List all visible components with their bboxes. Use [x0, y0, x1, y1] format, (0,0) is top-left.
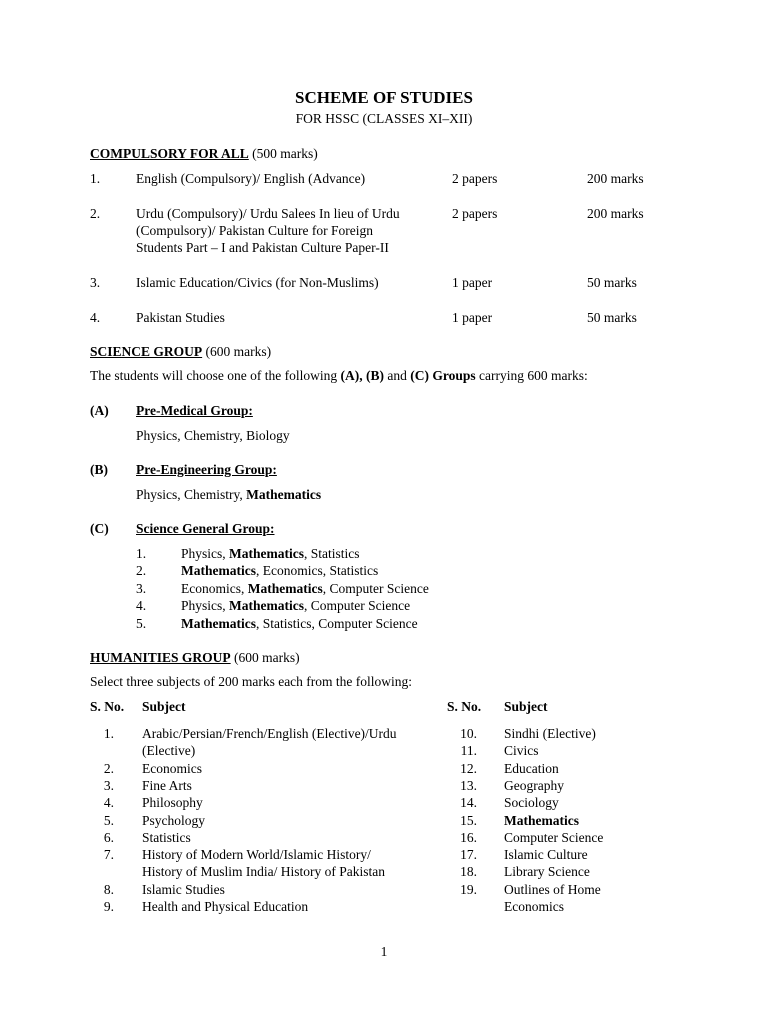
column-header-subject: Subject	[142, 699, 186, 714]
list-bold: Mathematics	[229, 598, 304, 613]
list-item	[136, 545, 360, 562]
row-number: 2.	[103, 760, 114, 776]
list-item	[136, 562, 378, 579]
row-subject: Islamic Studies	[142, 881, 225, 897]
item-number: 4.	[90, 310, 101, 325]
row-number: 6.	[103, 829, 114, 845]
science-intro	[90, 367, 588, 384]
group-title-c: Science General Group:	[136, 521, 275, 536]
group-subjects-a: Physics, Chemistry, Biology	[136, 428, 290, 443]
group-label-a: (A)	[90, 403, 109, 418]
row-number: 19.	[460, 881, 477, 897]
humanities-marks: (600 marks)	[230, 650, 300, 665]
item-subject-line3: Students Part – I and Pakistan Culture Paper-II	[136, 240, 389, 255]
humanities-section-heading	[90, 649, 300, 666]
humanities-intro: Select three subjects of 200 marks each from the following:	[90, 674, 413, 689]
compulsory-section-heading	[90, 145, 318, 162]
compulsory-heading: COMPULSORY FOR ALL	[90, 146, 249, 161]
row-number: 9.	[103, 899, 114, 914]
row-subject: Library Science	[504, 864, 590, 880]
row-number: 18.	[460, 864, 477, 880]
row-subject: (Elective)	[142, 743, 196, 759]
item-papers: 2 papers	[452, 206, 498, 221]
row-number: 10.	[460, 726, 477, 741]
item-subject: Pakistan Studies	[136, 310, 225, 325]
row-subject: Health and Physical Education	[142, 899, 309, 914]
item-marks: 50 marks	[587, 275, 637, 290]
row-number: 13.	[460, 777, 477, 793]
humanities-heading: HUMANITIES GROUP	[90, 650, 231, 665]
list-number: 1.	[136, 546, 147, 561]
group-label-b: (B)	[90, 462, 108, 477]
list-item	[136, 580, 429, 597]
list-number: 3.	[136, 581, 147, 596]
item-subject: Urdu (Compulsory)/ Urdu Salees In lieu of Urdu	[136, 206, 400, 221]
list-text: Economics,	[181, 581, 248, 596]
row-subject: History of Modern World/Islamic History/	[142, 847, 371, 863]
intro-text: carrying 600 marks:	[475, 368, 588, 383]
row-number: 4.	[103, 795, 114, 811]
page-number: 1	[380, 944, 388, 959]
item-number: 1.	[90, 171, 101, 186]
row-number: 15.	[460, 812, 477, 828]
compulsory-marks: (500 marks)	[248, 146, 318, 161]
row-number: 17.	[460, 847, 477, 863]
intro-groups: (A), (B)	[340, 368, 384, 383]
row-subject: Psychology	[142, 812, 206, 828]
row-subject: Outlines of Home	[504, 881, 601, 897]
list-item	[136, 615, 418, 632]
item-marks: 200 marks	[587, 206, 644, 221]
group-label-c: (C)	[90, 521, 109, 536]
item-marks: 50 marks	[587, 310, 637, 325]
row-number: 8.	[103, 881, 114, 897]
item-subject: English (Compulsory)/ English (Advance)	[136, 171, 366, 186]
row-number: 12.	[460, 760, 477, 776]
list-text: Physics,	[181, 546, 230, 561]
subjects-text: Physics, Chemistry,	[136, 487, 247, 502]
list-text: , Statistics, Computer Science	[255, 616, 418, 631]
row-subject: Statistics	[142, 829, 191, 845]
list-number: 2.	[136, 563, 147, 578]
row-subject: Civics	[504, 743, 539, 759]
science-heading: SCIENCE GROUP	[90, 344, 203, 359]
list-text: , Economics, Statistics	[255, 563, 379, 578]
list-number: 4.	[136, 598, 147, 613]
item-papers: 1 paper	[452, 310, 493, 325]
row-subject: Computer Science	[504, 829, 604, 845]
row-number: 3.	[103, 777, 114, 793]
page-title: SCHEME OF STUDIES	[295, 88, 473, 107]
item-number: 2.	[90, 206, 101, 221]
list-number: 5.	[136, 616, 147, 631]
list-bold: Mathematics	[181, 616, 256, 631]
row-subject: Fine Arts	[142, 777, 192, 793]
subjects-bold: Mathematics	[246, 487, 322, 502]
item-marks: 200 marks	[587, 171, 644, 186]
column-header-sno: S. No.	[90, 699, 125, 714]
list-bold: Mathematics	[247, 581, 323, 596]
item-subject-line2: (Compulsory)/ Pakistan Culture for Foreign	[136, 223, 373, 238]
item-subject: Islamic Education/Civics (for Non-Muslims)	[136, 275, 379, 290]
intro-text: The students will choose one of the following	[90, 368, 341, 383]
row-subject: Sindhi (Elective)	[504, 726, 596, 741]
item-number: 3.	[90, 275, 101, 290]
row-subject: Economics	[504, 899, 564, 914]
intro-text: and	[383, 368, 411, 383]
row-number: 5.	[103, 812, 114, 828]
row-subject: Sociology	[504, 795, 559, 811]
row-number: 14.	[460, 795, 477, 811]
intro-groups: (C) Groups	[410, 368, 476, 383]
row-number: 11.	[460, 743, 477, 759]
row-subject: Education	[504, 760, 559, 776]
list-item	[136, 597, 410, 614]
column-header-sno: S. No.	[447, 699, 482, 714]
list-text: , Statistics	[304, 546, 360, 561]
row-subject: Economics	[142, 760, 202, 776]
row-subject: Philosophy	[142, 795, 203, 811]
row-number: 7.	[103, 847, 114, 863]
science-section-heading	[90, 343, 271, 360]
row-subject: Arabic/Persian/French/English (Elective)/Urdu	[142, 726, 397, 741]
column-header-subject: Subject	[504, 699, 548, 714]
group-title-a: Pre-Medical Group:	[136, 403, 253, 418]
row-subject: Geography	[504, 777, 564, 793]
row-subject: Islamic Culture	[504, 847, 588, 863]
item-papers: 2 papers	[452, 171, 498, 186]
list-text: , Computer Science	[322, 581, 429, 596]
item-papers: 1 paper	[452, 275, 493, 290]
list-text: Physics,	[181, 598, 230, 613]
list-bold: Mathematics	[229, 546, 304, 561]
list-text: , Computer Science	[304, 598, 411, 613]
page-subtitle: FOR HSSC (CLASSES XI–XII)	[295, 111, 473, 126]
row-subject: Mathematics	[504, 812, 579, 828]
science-marks: (600 marks)	[202, 344, 272, 359]
row-number: 16.	[460, 829, 477, 845]
row-subject: History of Muslim India/ History of Pakistan	[142, 864, 385, 880]
group-subjects-b	[136, 486, 321, 503]
list-bold: Mathematics	[181, 563, 256, 578]
group-title-b: Pre-Engineering Group:	[136, 462, 277, 477]
row-number: 1.	[103, 726, 114, 741]
